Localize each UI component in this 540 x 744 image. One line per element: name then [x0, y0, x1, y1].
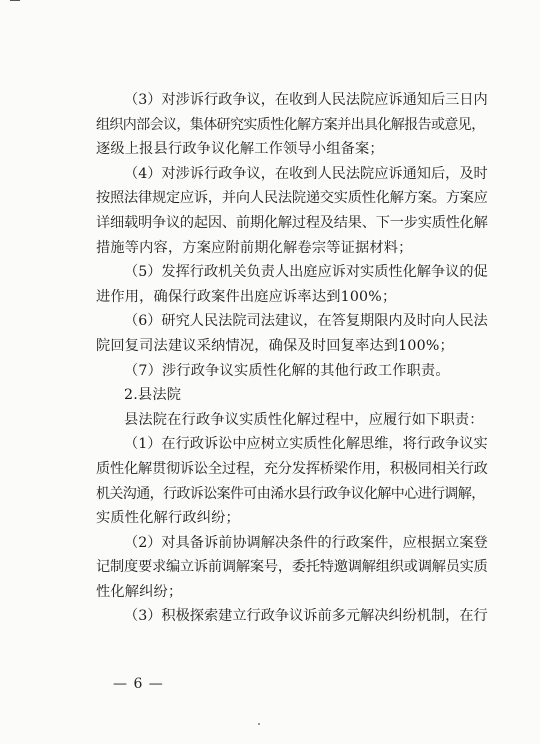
court-item-1: [96, 432, 488, 530]
text-line: 措施等内容，方案应附前期化解卷宗等证据材料；: [96, 239, 413, 256]
paragraph-item-3: [96, 88, 488, 162]
section-heading-text: 2.县法院: [124, 387, 182, 404]
text-line: （2）对具备诉前协调解决条件的行政案件，应根据立案登: [124, 534, 488, 551]
section-intro: [96, 408, 488, 433]
section-heading: [96, 383, 488, 408]
document-body: [96, 88, 488, 629]
text-line: 院回复司法建议采纳情况，确保及时回复率达到100%；: [96, 337, 454, 354]
paragraph-item-6: [96, 309, 488, 358]
text-line: （3）对涉诉行政争议，在收到人民法院应诉通知后三日内: [124, 92, 488, 108]
top-edge-mark: [10, 0, 20, 1]
text-line: 组织内部会议，集体研究实质性化解方案并出具化解报告或意见，: [96, 116, 485, 133]
text-line: 按照法律规定应诉，并向人民法院递交实质性化解方案。方案应: [96, 190, 488, 207]
court-item-2: [96, 531, 488, 605]
paragraph-item-5: [96, 260, 488, 309]
text-line: 性化解纠纷；: [96, 583, 183, 600]
text-line: 实质性化解行政纠纷；: [96, 510, 240, 527]
text-line: 县法院在行政争议实质性化解过程中，应履行如下职责：: [124, 411, 484, 428]
paragraph-item-4: [96, 162, 488, 260]
text-line: （3）积极探索建立行政争议诉前多元解决纠纷机制，在行: [124, 608, 488, 625]
text-line: 记制度要求编立诉前调解案号，委托特邀调解组织或调解员实质: [96, 559, 488, 576]
text-line: （1）在行政诉讼中应树立实质性化解思维，将行政争议实: [124, 436, 488, 453]
text-line: 进作用，确保行政案件出庭应诉率达到100%；: [96, 288, 397, 305]
page-number: — 6 —: [113, 676, 164, 692]
text-line: 机关沟通，行政诉讼案件可由浠水县行政争议化解中心进行调解，: [96, 485, 485, 502]
scan-dot: [258, 723, 260, 725]
text-line: （6）研究人民法院司法建议，在答复期限内及时向人民法: [124, 313, 488, 330]
text-line: （5）发挥行政机关负责人出庭应诉对实质性化解争议的促: [124, 264, 488, 281]
text-line: 质性化解贯彻诉讼全过程，充分发挥桥梁作用，积极同相关行政: [96, 460, 488, 477]
paragraph-item-7: [96, 359, 488, 384]
text-line: （7）涉行政争议实质性化解的其他行政工作职责。: [124, 362, 450, 379]
court-item-3: [96, 604, 488, 629]
text-line: 逐级上报县行政争议化解工作领导小组备案；: [96, 141, 384, 158]
text-line: 详细载明争议的起因、前期化解过程及结果、下一步实质性化解: [96, 214, 488, 231]
text-line: （4）对涉诉行政争议，在收到人民法院应诉通知后，及时: [124, 165, 488, 182]
